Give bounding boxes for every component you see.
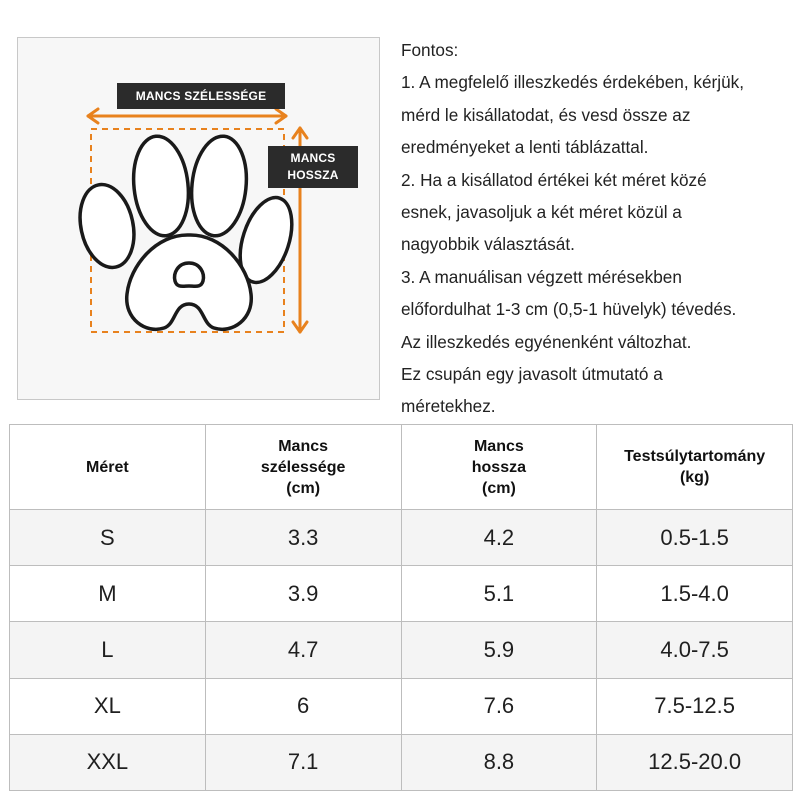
notes-line: 3. A manuálisan végzett mérésekben [401,266,682,287]
table-row [10,734,793,790]
notes-line: méretekhez. [401,396,496,417]
header-weight-range: Testsúlytartomány (kg) [597,425,793,510]
notes-line: Az illeszkedés egyénenként változhat. [401,331,692,352]
cell-size: S [10,510,206,566]
size-table [9,424,793,791]
cell-weight-range: 12.5-20.0 [597,734,793,790]
cell-size: XXL [10,734,206,790]
table-header-row [10,425,793,510]
notes-line: nagyobbik választását. [401,234,575,255]
cell-weight-range: 0.5-1.5 [597,510,793,566]
cell-paw-width: 7.1 [205,734,401,790]
cell-paw-length: 5.9 [401,622,597,678]
header-size: Méret [10,425,206,510]
cell-size: M [10,566,206,622]
notes-line: 1. A megfelelő illeszkedés érdekében, kérjük, [401,72,744,93]
cell-paw-width: 3.9 [205,566,401,622]
cell-paw-length: 5.1 [401,566,597,622]
paw-length-label: MANCS HOSSZA [268,146,358,188]
cell-paw-length: 8.8 [401,734,597,790]
table-row [10,678,793,734]
table-row [10,566,793,622]
cell-paw-length: 7.6 [401,678,597,734]
notes-line: előfordulhat 1-3 cm (0,5-1 hüvelyk) tévedés. [401,299,737,320]
paw-measurement-diagram [17,37,380,400]
cell-weight-range: 1.5-4.0 [597,566,793,622]
cell-size: L [10,622,206,678]
cell-paw-length: 4.2 [401,510,597,566]
notes-line: Ez csupán egy javasolt útmutató a [401,364,663,385]
cell-weight-range: 4.0-7.5 [597,622,793,678]
width-arrow [88,109,286,123]
cell-weight-range: 7.5-12.5 [597,678,793,734]
header-paw-width: Mancs szélessége (cm) [205,425,401,510]
header-paw-length: Mancs hossza (cm) [401,425,597,510]
notes-line: 2. Ha a kisállatod értékei két méret közé [401,169,707,190]
notes-line: esnek, javasoljuk a két méret közül a [401,202,682,223]
notes-line: mérd le kisállatodat, és vesd össze az [401,104,691,125]
table-row [10,510,793,566]
cell-paw-width: 4.7 [205,622,401,678]
cell-size: XL [10,678,206,734]
notes-line: eredményeket a lenti táblázattal. [401,137,649,158]
cell-paw-width: 3.3 [205,510,401,566]
important-notes [401,34,793,423]
paw-width-label: MANCS SZÉLESSÉGE [117,83,285,109]
cell-paw-width: 6 [205,678,401,734]
notes-line: Fontos: [401,40,459,60]
table-row [10,622,793,678]
